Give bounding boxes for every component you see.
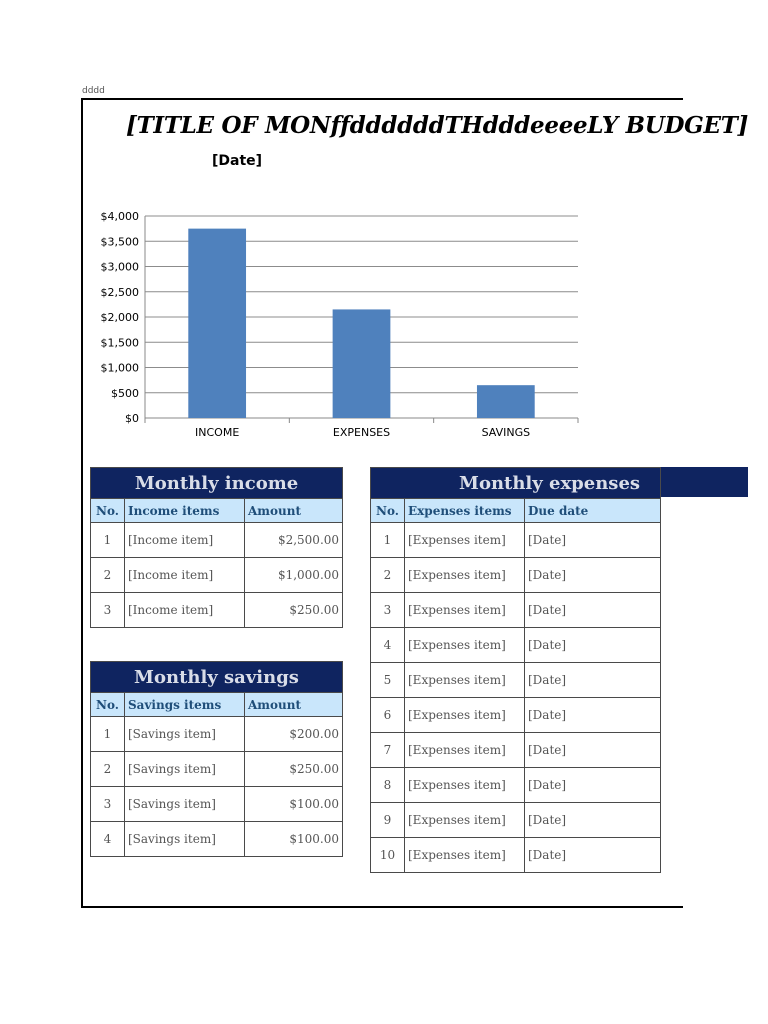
- y-tick-label: $0: [125, 412, 139, 425]
- savings-table: [90, 661, 343, 857]
- expenses-row-no[interactable]: 6: [371, 698, 405, 733]
- x-tick-label: INCOME: [195, 426, 240, 439]
- expenses-row: [371, 733, 661, 768]
- income-row-amount[interactable]: $1,000.00: [245, 558, 343, 593]
- expenses-row-no[interactable]: 10: [371, 838, 405, 873]
- y-tick-label: $3,500: [100, 235, 139, 249]
- expenses-row: [371, 803, 661, 838]
- income-row-no[interactable]: 1: [91, 523, 125, 558]
- income-col-items: Income items: [125, 499, 245, 523]
- expenses-row-due[interactable]: [Date]: [525, 698, 661, 733]
- expenses-row-no[interactable]: 2: [371, 558, 405, 593]
- income-table: [90, 467, 343, 628]
- income-row-item[interactable]: [Income item]: [125, 593, 245, 628]
- savings-title: Monthly savings: [91, 662, 343, 693]
- budget-title: [TITLE OF MONffddddddTHdddeeeeLY BUDGET]: [126, 112, 749, 139]
- y-tick-label: $2,000: [100, 311, 139, 324]
- income-row-no[interactable]: 2: [91, 558, 125, 593]
- savings-row-amount[interactable]: $200.00: [245, 717, 343, 752]
- expenses-row-item[interactable]: [Expenses item]: [405, 768, 525, 803]
- expenses-row-item[interactable]: [Expenses item]: [405, 663, 525, 698]
- savings-row: [91, 752, 343, 787]
- expenses-row-due[interactable]: [Date]: [525, 733, 661, 768]
- expenses-row-item[interactable]: [Expenses item]: [405, 628, 525, 663]
- expenses-row-due[interactable]: [Date]: [525, 558, 661, 593]
- y-tick-label: $1,000: [100, 361, 139, 375]
- expenses-title: Monthly expenses: [371, 468, 661, 499]
- expenses-row-due[interactable]: [Date]: [525, 663, 661, 698]
- expenses-row-no[interactable]: 9: [371, 803, 405, 838]
- expenses-row: [371, 523, 661, 558]
- expenses-row-due[interactable]: [Date]: [525, 838, 661, 873]
- expenses-row-due[interactable]: [Date]: [525, 628, 661, 663]
- cell-reference-label: dddd: [82, 86, 105, 96]
- expenses-table: [370, 467, 661, 873]
- savings-col-items: Savings items: [125, 693, 245, 717]
- expenses-row: [371, 768, 661, 803]
- x-tick-label: SAVINGS: [481, 426, 531, 439]
- savings-row: [91, 822, 343, 857]
- expenses-col-no: No.: [371, 499, 405, 523]
- income-col-amount: Amount: [245, 499, 343, 523]
- savings-row-item[interactable]: [Savings item]: [125, 822, 245, 857]
- expenses-col-items: Expenses items: [405, 499, 525, 523]
- expenses-row: [371, 593, 661, 628]
- expenses-row-no[interactable]: 5: [371, 663, 405, 698]
- expenses-col-due: Due date: [525, 499, 661, 523]
- savings-row-no[interactable]: 2: [91, 752, 125, 787]
- expenses-row-due[interactable]: [Date]: [525, 523, 661, 558]
- expenses-row-item[interactable]: [Expenses item]: [405, 558, 525, 593]
- income-col-no: No.: [91, 499, 125, 523]
- expenses-row-no[interactable]: 7: [371, 733, 405, 768]
- income-row: [91, 558, 343, 593]
- savings-row-amount[interactable]: $100.00: [245, 822, 343, 857]
- savings-row-amount[interactable]: $100.00: [245, 787, 343, 822]
- income-row-item[interactable]: [Income item]: [125, 558, 245, 593]
- savings-col-amount: Amount: [245, 693, 343, 717]
- bar-expenses: [333, 309, 391, 418]
- budget-date: [Date]: [212, 153, 263, 169]
- expenses-row-item[interactable]: [Expenses item]: [405, 698, 525, 733]
- savings-row: [91, 787, 343, 822]
- savings-row-item[interactable]: [Savings item]: [125, 717, 245, 752]
- expenses-row: [371, 663, 661, 698]
- bar-savings: [477, 385, 535, 418]
- budget-bar-chart: [90, 200, 590, 445]
- expenses-row-item[interactable]: [Expenses item]: [405, 733, 525, 768]
- savings-row-no[interactable]: 3: [91, 787, 125, 822]
- expenses-row: [371, 698, 661, 733]
- savings-col-no: No.: [91, 693, 125, 717]
- savings-row-item[interactable]: [Savings item]: [125, 787, 245, 822]
- income-row-amount[interactable]: $250.00: [245, 593, 343, 628]
- expenses-row-no[interactable]: 1: [371, 523, 405, 558]
- expenses-row-item[interactable]: [Expenses item]: [405, 803, 525, 838]
- expenses-row: [371, 558, 661, 593]
- income-row-amount[interactable]: $2,500.00: [245, 523, 343, 558]
- savings-row-amount[interactable]: $250.00: [245, 752, 343, 787]
- savings-row-no[interactable]: 1: [91, 717, 125, 752]
- expenses-row-no[interactable]: 3: [371, 593, 405, 628]
- bar-income: [188, 229, 246, 418]
- expenses-row: [371, 628, 661, 663]
- income-row-no[interactable]: 3: [91, 593, 125, 628]
- savings-row: [91, 717, 343, 752]
- savings-row-item[interactable]: [Savings item]: [125, 752, 245, 787]
- expenses-row-no[interactable]: 4: [371, 628, 405, 663]
- y-tick-label: $2,500: [100, 285, 139, 299]
- expenses-row-due[interactable]: [Date]: [525, 803, 661, 838]
- y-tick-label: $500: [111, 386, 139, 400]
- y-tick-label: $4,000: [100, 210, 139, 223]
- expenses-row-item[interactable]: [Expenses item]: [405, 523, 525, 558]
- expenses-row: [371, 838, 661, 873]
- y-tick-label: $1,500: [100, 336, 139, 350]
- expenses-row-item[interactable]: [Expenses item]: [405, 593, 525, 628]
- x-tick-label: EXPENSES: [332, 426, 391, 439]
- y-tick-label: $3,000: [100, 260, 139, 274]
- expenses-row-no[interactable]: 8: [371, 768, 405, 803]
- expenses-row-due[interactable]: [Date]: [525, 768, 661, 803]
- expenses-row-due[interactable]: [Date]: [525, 593, 661, 628]
- savings-row-no[interactable]: 4: [91, 822, 125, 857]
- income-title: Monthly income: [91, 468, 343, 499]
- income-row-item[interactable]: [Income item]: [125, 523, 245, 558]
- income-row: [91, 523, 343, 558]
- income-row: [91, 593, 343, 628]
- expenses-row-item[interactable]: [Expenses item]: [405, 838, 525, 873]
